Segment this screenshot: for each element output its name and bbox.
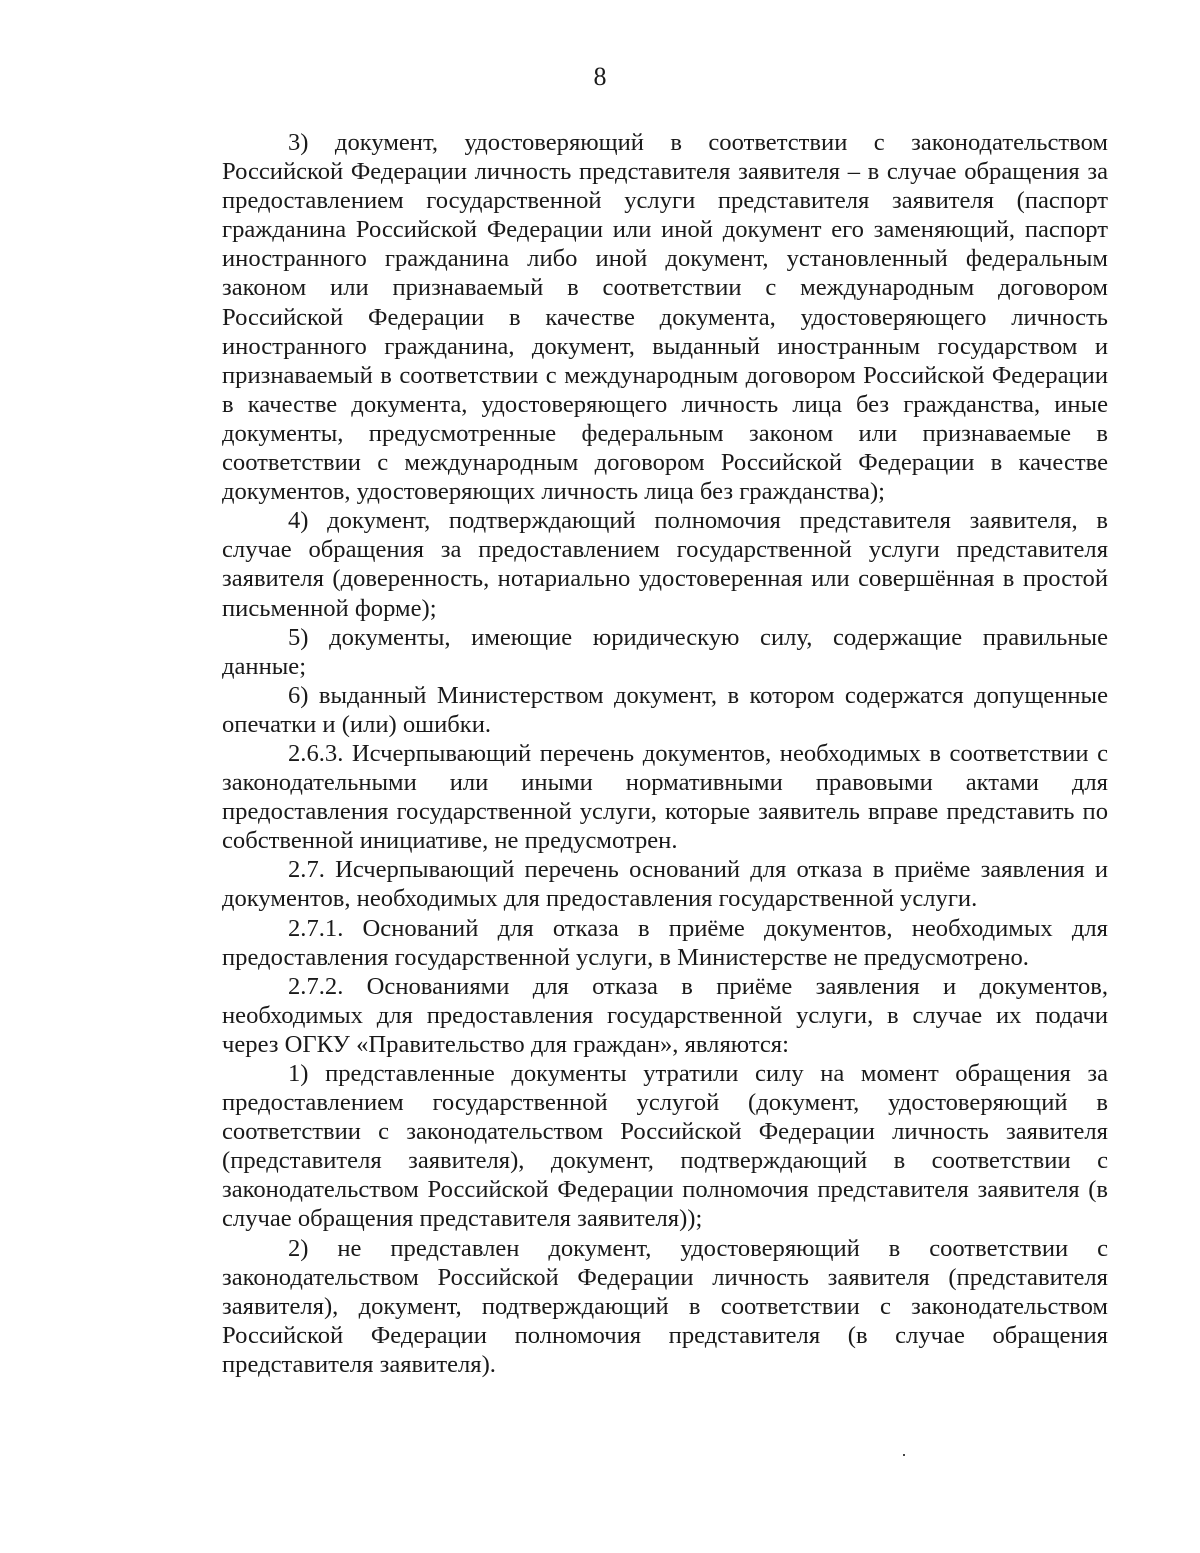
document-body bbox=[222, 128, 1108, 1379]
paragraph-item-4: 4) документ, подтверждающий полномочия представителя заявителя, в случае обращения за предоставлением государственной услуги представителя заявителя (доверенность, нотариально удостоверенная или совершённая в простой письменной форме); bbox=[222, 507, 1108, 622]
paragraph-reason-2: 2) не представлен документ, удостоверяющий в соответствии с законодательством Российской Федерации личность заявителя (представителя заявителя), документ, подтверждающий в соответствии с законодательством Российской Федерации полномочия представителя (в случае обращения представителя заявителя). bbox=[222, 1234, 1108, 1378]
paragraph-item-5: 5) документы, имеющие юридическую силу, содержащие правильные данные; bbox=[222, 623, 1108, 680]
paragraph-item-6: 6) выданный Министерством документ, в котором содержатся допущенные опечатки и (или) ошибки. bbox=[222, 681, 1108, 738]
paragraph-reason-1: 1) представленные документы утратили силу на момент обращения за предоставлением государственной услугой (документ, удостоверяющий в соответствии с законодательством Российской Федерации личность заявителя (представителя заявителя), документ, подтверждающий в соответствии с законодательством Российской Федерации полномочия представителя заявителя (в случае обращения представителя заявителя)); bbox=[222, 1060, 1108, 1233]
paragraph-2-6-3: 2.6.3. Исчерпывающий перечень документов, необходимых в соответствии с законодательными или иными нормативными правовыми актами для предоставления государственной услуги, которые заявитель вправе представить по собственной инициативе, не предусмотрен. bbox=[222, 739, 1108, 855]
paragraph-2-7: 2.7. Исчерпывающий перечень оснований для отказа в приёме заявления и документов, необходимых для предоставления государственной услуги. bbox=[222, 856, 1108, 913]
paragraph-2-7-1: 2.7.1. Оснований для отказа в приёме документов, необходимых для предоставления государственной услуги, в Министерстве не предусмотрено. bbox=[222, 914, 1108, 971]
paragraph-2-7-2: 2.7.2. Основаниями для отказа в приёме заявления и документов, необходимых для предоставления государственной услуги, в случае их подачи через ОГКУ «Правительство для граждан», являются: bbox=[222, 972, 1108, 1058]
page-number: 8 bbox=[593, 62, 607, 91]
paragraph-item-3: 3) документ, удостоверяющий в соответствии с законодательством Российской Федерации личность представителя заявителя – в случае обращения за предоставлением государственной услуги представителя заявителя (паспорт гражданина Российской Федерации или иной документ его заменяющий, паспорт иностранного гражданина либо иной документ, установленный федеральным законом или признаваемый в соответствии с международным договором Российской Федерации в качестве документа, удостоверяющего личность иностранного гражданина, документ, выданный иностранным государством и признаваемый в соответствии с международным договором Российской Федерации в качестве документа, удостоверяющего личность лица без гражданства, иные документы, предусмотренные федеральным законом или признаваемые в соответствии с международным договором Российской Федерации в качестве документов, удостоверяющих личность лица без гражданства); bbox=[222, 129, 1108, 506]
scan-dot-mark bbox=[903, 1454, 905, 1456]
